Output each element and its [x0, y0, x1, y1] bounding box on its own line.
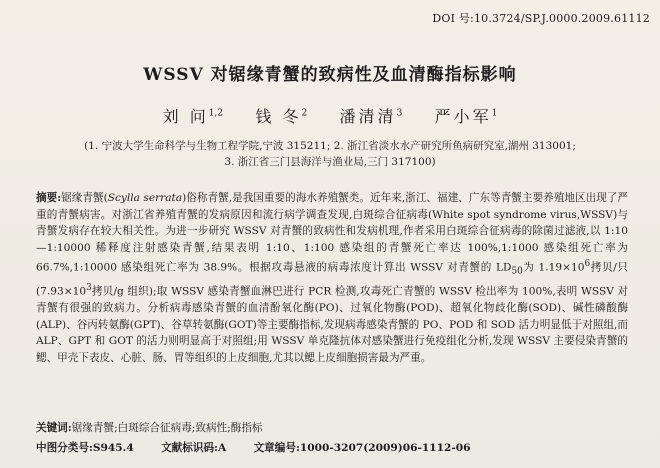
abstract-text: 拷贝/只(7.93×10 — [36, 261, 628, 298]
clc-label: 中图分类号: — [36, 442, 93, 454]
abstract-text: 为 1.19×10 — [522, 261, 585, 274]
document-code — [161, 442, 226, 454]
doc-label: 文献标识码: — [161, 442, 218, 454]
abstract-label: 摘要: — [36, 192, 62, 204]
author-name: 钱 冬 — [255, 107, 302, 126]
author-affiliation-mark: 1,2 — [208, 108, 224, 119]
abstract-text: 拷贝/g 组织);取 WSSV 感染青蟹血淋巴进行 PCR 检测,攻毒死亡青蟹的 WSSV 检出率为 100%,表明 WSSV 对青蟹有很强的致病力。分析病毒感染青蟹的血清酚氧化酶(PO)、过氧化物酶(POD)、超氧化物歧化酶(SOD)、碱性磷酸酶(ALP)、谷丙转氨酶(GPT)、谷草转氨酶(GOT)等主要酶指标,发现病毒感染青蟹的 PO、POD 和 SOD 活力明显低于对照组,而 ALP、GPT 和 GOT 的活力则明显高于对照组;用 WSSV 单克隆抗体对感染蟹进行免疫组化分析,发现 WSSV 主要侵染青蟹的鳃、甲壳下表皮、心脏、肠、胃等组织的上皮细胞,尤其以鳃上皮细胞损害最为严重。 — [36, 285, 628, 364]
species-name: Scylla serrata — [107, 192, 183, 204]
author-name: 严小军 — [434, 107, 492, 126]
author-affiliation-mark: 2 — [301, 108, 308, 119]
author-name: 潘清清 — [339, 107, 397, 126]
author-affiliation-mark: 1 — [491, 108, 498, 119]
exponent: 3 — [86, 283, 92, 294]
exponent: 6 — [584, 259, 591, 269]
author-name: 刘 问 — [162, 107, 209, 126]
art-label: 文章编号: — [253, 442, 300, 454]
author-affiliation-mark: 3 — [396, 108, 403, 119]
abstract-text: 锯缘青蟹( — [61, 192, 108, 204]
affiliation-line-2: 3. 浙江省三门县海洋与渔业局,三门 317100) — [224, 156, 436, 168]
ld-subscript: 50 — [511, 266, 523, 277]
classification-line — [36, 440, 628, 455]
article-number — [254, 442, 471, 454]
keywords-text: 锯缘青蟹;白斑综合征病毒;致病性;酶指标 — [71, 422, 263, 434]
abstract — [36, 190, 628, 366]
keywords — [36, 420, 263, 435]
paper-title: WSSV 对锯缘青蟹的致病性及血清酶指标影响 — [143, 65, 517, 85]
doc-value: A — [217, 442, 227, 454]
clc-number — [36, 442, 134, 454]
abstract-text: )俗称青蟹,是我国重要的海水养殖蟹类。近年来,浙江、福建、广东等青蟹主要养殖地区出现了严重的青蟹病害。对浙江省养殖青蟹的发病原因和流行病学调查发现,白斑综合征病毒(White spot syndrome virus,WSSV)与青蟹发病存在较大相关性。为进一步研究 WSSV 对青蟹的致病性和发病机理,作者采用白斑综合征病毒的除菌过滤液,以 1:10—1:10000 稀释度注射感染青蟹,结果表明 1:10、1:100 感染组的青蟹死亡率达 100%,1:1000 感染组死亡率为 66.7%,1:10000 感染组死亡率为 38.9%。根据攻毒悬液的病毒浓度计算出 WSSV 对青蟹的 LD — [36, 192, 628, 274]
doi-number: DOI 号:10.3724/SP.J.0000.2009.61112 — [432, 12, 650, 25]
keywords-label: 关键词: — [36, 422, 72, 434]
art-value: 1000-3207(2009)06-1112-06 — [299, 442, 471, 454]
affiliation-line-1: (1. 宁波大学生命科学与生物工程学院,宁波 315211; 2. 浙江省淡水水产研究所鱼病研究室,湖州 313001; — [84, 140, 576, 152]
author-list — [0, 104, 660, 127]
clc-value: S945.4 — [92, 442, 134, 454]
